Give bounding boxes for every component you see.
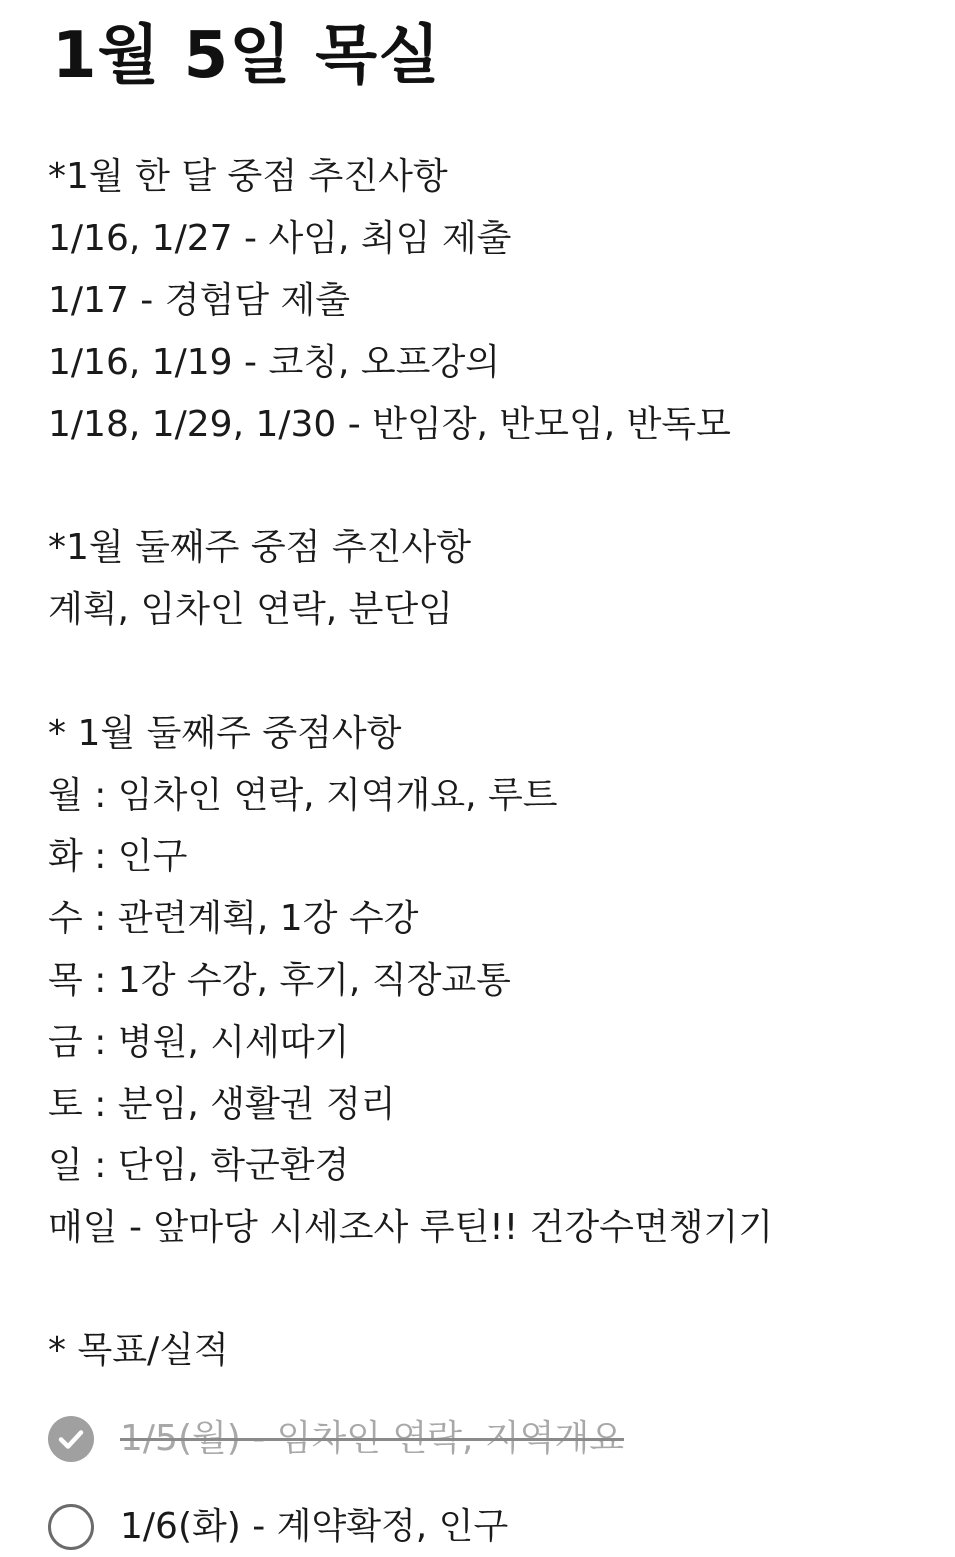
- note-title[interactable]: 1월 5일 목실: [52, 19, 441, 93]
- text-line[interactable]: 매일 - 앞마당 시세조사 루틴!! 건강수면챙기기: [48, 1207, 774, 1248]
- section-heading-week-goals[interactable]: *1월 둘째주 중점 추진사항: [48, 527, 471, 568]
- section-heading-goals-results[interactable]: * 목표/실적: [48, 1330, 229, 1371]
- check-circle-icon[interactable]: [48, 1416, 94, 1462]
- text-line[interactable]: 목 : 1강 수강, 후기, 직장교통: [48, 960, 511, 1001]
- text-line[interactable]: 일 : 단임, 학군환경: [48, 1145, 350, 1186]
- section-heading-monthly[interactable]: *1월 한 달 중점 추진사항: [48, 156, 448, 197]
- checklist-item[interactable]: [48, 1502, 508, 1552]
- checklist-item[interactable]: [48, 1414, 624, 1464]
- text-line[interactable]: 1/17 - 경험담 제출: [48, 280, 351, 321]
- text-line[interactable]: 토 : 분임, 생활권 정리: [48, 1084, 396, 1125]
- text-line[interactable]: 1/16, 1/27 - 사임, 최임 제출: [48, 218, 512, 259]
- text-line[interactable]: 수 : 관련계획, 1강 수강: [48, 898, 419, 939]
- text-line[interactable]: 1/16, 1/19 - 코칭, 오프강의: [48, 342, 500, 383]
- text-line[interactable]: 1/18, 1/29, 1/30 - 반임장, 반모임, 반독모: [48, 404, 731, 445]
- text-line[interactable]: 화 : 인구: [48, 836, 188, 877]
- text-line[interactable]: 금 : 병원, 시세따기: [48, 1022, 350, 1063]
- section-heading-week-daily[interactable]: * 1월 둘째주 중점사항: [48, 713, 402, 754]
- text-line[interactable]: 계획, 임차인 연락, 분단임: [48, 589, 453, 630]
- text-line[interactable]: 월 : 임차인 연락, 지역개요, 루트: [48, 775, 558, 816]
- empty-circle-icon[interactable]: [48, 1504, 94, 1550]
- checklist-item-label[interactable]: 1/5(월) - 임차인 연락, 지역개요: [120, 1418, 624, 1459]
- checklist-item-label[interactable]: 1/6(화) - 계약확정, 인구: [120, 1506, 509, 1547]
